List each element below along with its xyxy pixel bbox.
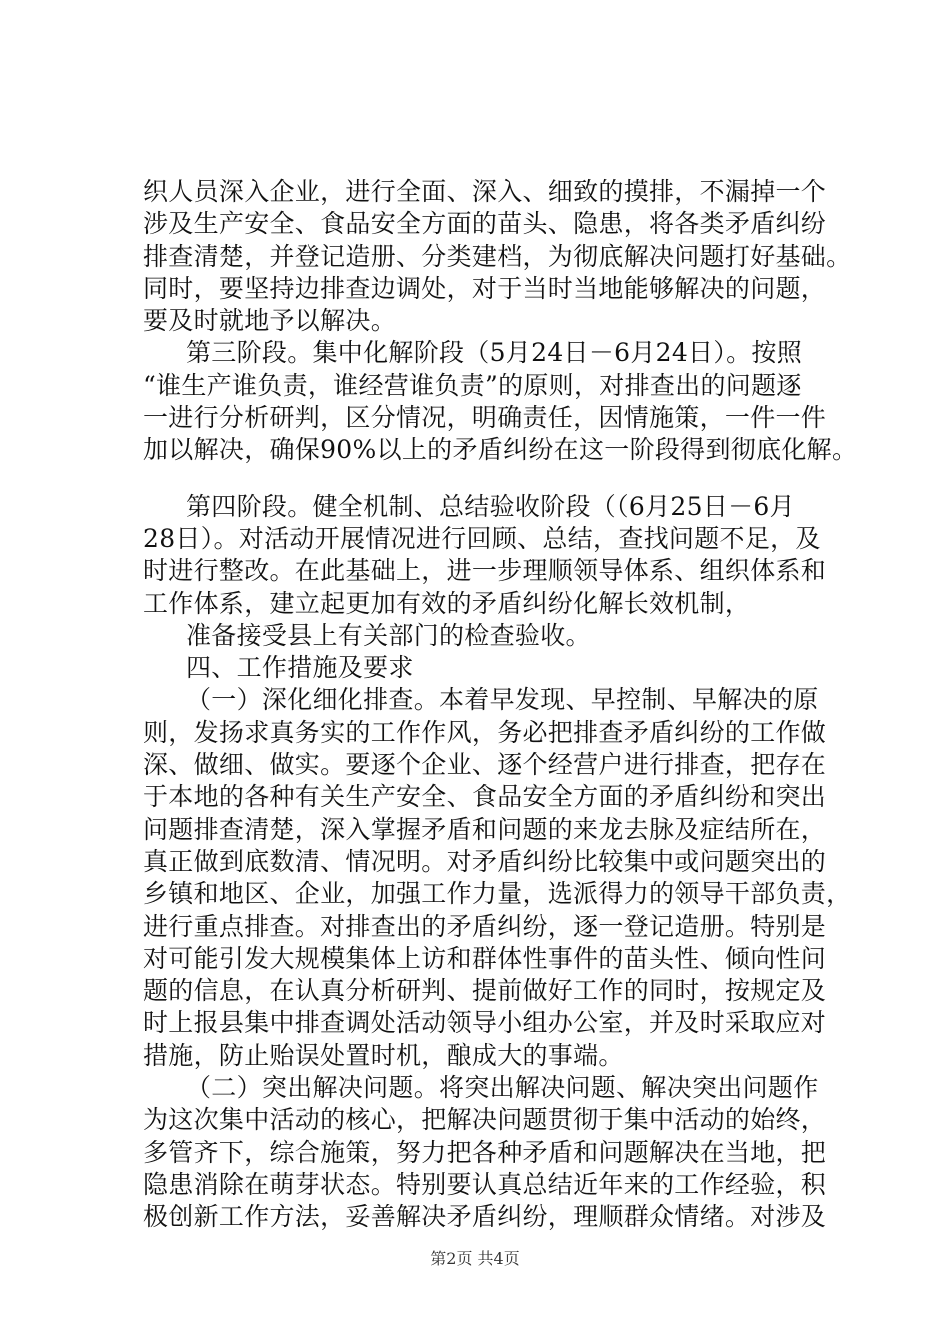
text-line: 加以解决，确保90%以上的矛盾纠纷在这一阶段得到彻底化解。 xyxy=(143,435,858,465)
text-line: 进行重点排查。对排查出的矛盾纠纷，逐一登记造册。特别是 xyxy=(143,911,827,941)
heading-line: 四、工作措施及要求 xyxy=(186,653,414,683)
text-line: 问题排查清楚，深入掌握矛盾和问题的来龙去脉及症结所在， xyxy=(143,814,827,844)
text-line: 要及时就地予以解决。 xyxy=(143,306,397,336)
text-line: （一）深化细化排查。本着早发现、早控制、早解决的原 xyxy=(186,685,819,715)
text-line: 深、做细、做实。要逐个企业、逐个经营户进行排查，把存在 xyxy=(143,750,827,780)
page-footer xyxy=(0,1246,950,1269)
paragraph-stage-two-continued xyxy=(143,176,852,337)
text-line: 乡镇和地区、企业，加强工作力量，选派得力的领导干部负责， xyxy=(143,879,852,909)
text-line: 时进行整改。在此基础上，进一步理顺领导体系、组织体系和 xyxy=(143,556,827,586)
text-line: “谁生产谁负责，谁经营谁负责”的原则，对排查出的问题逐 xyxy=(143,370,802,400)
text-line: 题的信息，在认真分析研判、提前做好工作的同时，按规定及 xyxy=(143,976,827,1006)
text-line: 同时，要坚持边排查边调处，对于当时当地能够解决的问题， xyxy=(143,273,827,303)
text-line: 涉及生产安全、食品安全方面的苗头、隐患，将各类矛盾纠纷 xyxy=(143,209,827,239)
text-line: 准备接受县上有关部门的检查验收。 xyxy=(186,620,591,650)
text-line: 真正做到底数清、情况明。对矛盾纠纷比较集中或问题突出的 xyxy=(143,846,827,876)
text-line: 织人员深入企业，进行全面、深入、细致的摸排，不漏掉一个 xyxy=(143,177,827,206)
text-line: 对可能引发大规模集体上访和群体性事件的苗头性、倾向性问 xyxy=(143,943,827,973)
text-line: 多管齐下，综合施策，努力把各种矛盾和问题解决在当地，把 xyxy=(143,1137,827,1167)
paragraph-inspection xyxy=(143,620,833,652)
text-line: 为这次集中活动的核心，把解决问题贯彻于集中活动的始终， xyxy=(143,1105,827,1135)
text-line: 于本地的各种有关生产安全、食品安全方面的矛盾纠纷和突出 xyxy=(143,782,827,812)
paragraph-stage-four xyxy=(143,491,833,620)
text-line: 隐患消除在萌芽状态。特别要认真总结近年来的工作经验，积 xyxy=(143,1169,827,1199)
section-heading xyxy=(143,652,833,684)
page-number: 第2页 共4页 xyxy=(430,1249,520,1268)
text-line: 工作体系，建立起更加有效的矛盾纠纷化解长效机制， xyxy=(143,588,751,618)
paragraph-measure-two xyxy=(143,1072,833,1233)
text-line: 则，发扬求真务实的工作作风，务必把排查矛盾纠纷的工作做 xyxy=(143,717,827,747)
text-line: 措施，防止贻误处置时机，酿成大的事端。 xyxy=(143,1040,624,1070)
body-text xyxy=(143,176,858,1234)
paragraph-stage-three xyxy=(143,337,858,466)
text-line: 28日）。对活动开展情况进行回顾、总结，查找问题不足，及 xyxy=(143,523,821,553)
text-line: 一进行分析研判，区分情况，明确责任，因情施策，一件一件 xyxy=(143,403,827,433)
text-line: 第四阶段。健全机制、总结验收阶段（（6月25日－6月 xyxy=(186,491,795,521)
paragraph-measure-one xyxy=(143,684,852,1072)
text-line: （二）突出解决问题。将突出解决问题、解决突出问题作 xyxy=(186,1073,819,1103)
text-line: 极创新工作方法，妥善解决矛盾纠纷，理顺群众情绪。对涉及 xyxy=(143,1202,827,1232)
text-line: 排查清楚，并登记造册、分类建档，为彻底解决问题打好基础。 xyxy=(143,241,852,271)
text-line: 时上报县集中排查调处活动领导小组办公室，并及时采取应对 xyxy=(143,1008,827,1038)
paragraph-gap xyxy=(143,467,833,491)
text-line: 第三阶段。集中化解阶段（5月24日－6月24日）。按照 xyxy=(186,338,803,368)
